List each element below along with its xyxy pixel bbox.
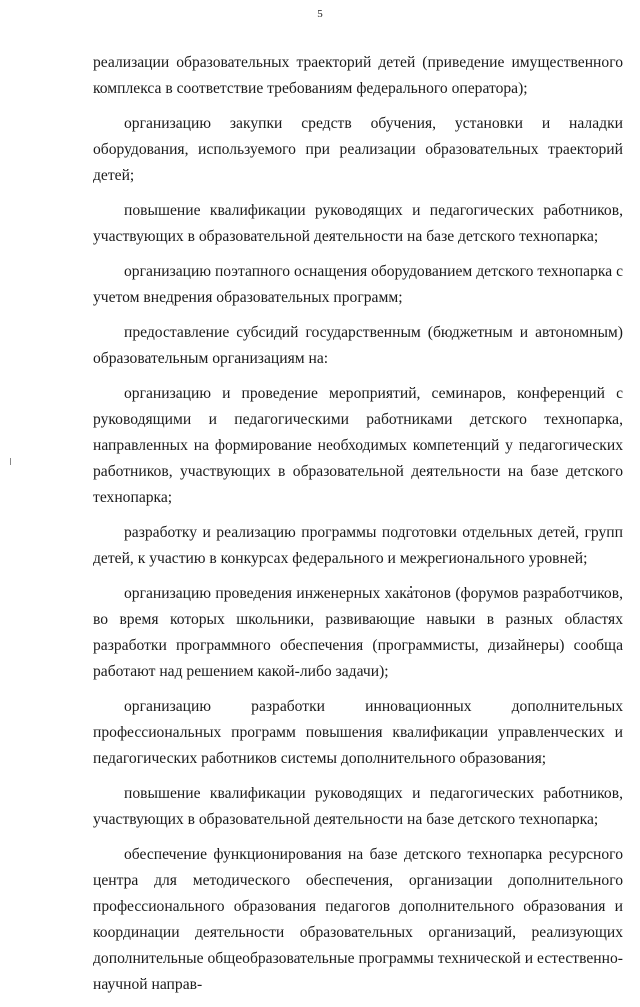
paragraph: организацию проведения инженерных хакатонов (форумов разработчиков, во время которых школьники, развивающие навыки в разных областях разработки программного обеспечения (программисты, дизайнеры) сообща работают над решением какой-либо задачи);	[93, 585, 623, 680]
paragraph: обеспечение функционирования на базе детского технопарка ресурсного центра для методического обеспечения, организации дополнительного профессионального образования педагогов дополнительного образования и координации деятельности образовательных организаций, реализующих дополнительные общеобразовательные программы технической и естественно-научной направ-	[93, 846, 623, 993]
paragraph: разработку и реализацию программы подготовки отдельных детей, групп детей, к участию в конкурсах федерального и межрегионального уровней;	[93, 524, 623, 567]
paragraph: организацию и проведение мероприятий, семинаров, конференций с руководящими и педагогическими работниками детского технопарка, направленных на формирование необходимых компетенций у педагогических работников, участвующих в образовательной деятельности на базе детского технопарка;	[93, 385, 623, 506]
paragraph: организацию разработки инновационных дополнительных профессиональных программ повышения квалификации управленческих и педагогических работников системы дополнительного образования;	[93, 698, 623, 767]
document-body	[93, 50, 623, 1007]
paragraph: организацию закупки средств обучения, установки и наладки оборудования, используемого при реализации образовательных траекторий детей;	[93, 115, 623, 184]
paragraph: реализации образовательных траекторий детей (приведение имущественного комплекса в соответствие требованиям федерального оператора);	[93, 54, 623, 97]
paragraph: предоставление субсидий государственным (бюджетным и автономным) образовательным организациям на:	[93, 324, 623, 367]
margin-mark	[10, 458, 11, 465]
paragraph: повышение квалификации руководящих и педагогических работников, участвующих в образовательной деятельности на базе детского технопарка;	[93, 202, 623, 245]
paragraph: организацию поэтапного оснащения оборудованием детского технопарка с учетом внедрения образовательных программ;	[93, 263, 623, 306]
paragraph: повышение квалификации руководящих и педагогических работников, участвующих в образовательной деятельности на базе детского технопарка;	[93, 785, 623, 828]
page-number: 5	[317, 8, 323, 20]
